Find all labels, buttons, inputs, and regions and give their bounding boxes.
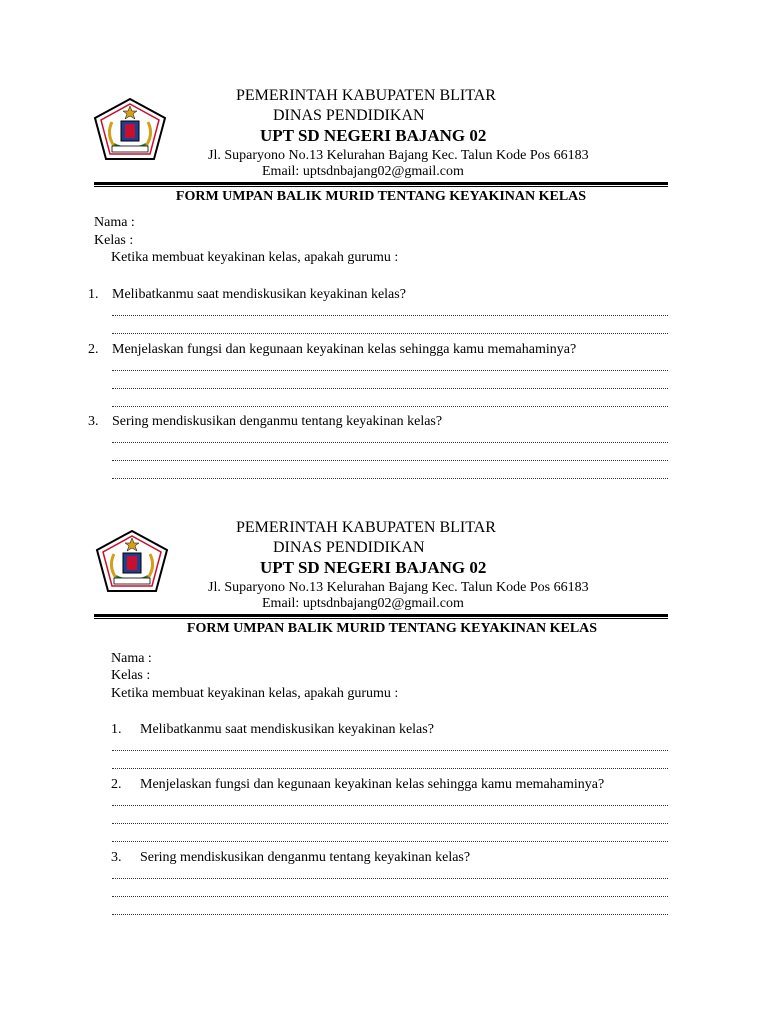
header-divider-thick	[94, 182, 668, 185]
government-name: PEMERINTAH KABUPATEN BLITAR	[236, 519, 496, 536]
answer-line[interactable]	[112, 841, 668, 842]
answer-line[interactable]	[112, 333, 668, 334]
answer-line[interactable]	[112, 460, 668, 461]
class-label: Kelas :	[94, 233, 134, 248]
answer-line[interactable]	[112, 315, 668, 316]
header-divider-thick	[94, 614, 668, 617]
name-label: Nama :	[94, 215, 135, 230]
question-text: Melibatkanmu saat mendiskusikan keyakinan kelas?	[112, 287, 406, 302]
answer-line[interactable]	[112, 478, 668, 479]
government-name: PEMERINTAH KABUPATEN BLITAR	[236, 87, 496, 104]
intro-text: Ketika membuat keyakinan kelas, apakah gurumu :	[111, 250, 399, 265]
class-label: Kelas :	[111, 668, 151, 683]
regency-emblem-icon	[92, 96, 168, 162]
regency-emblem-icon	[94, 528, 170, 594]
question-text: Menjelaskan fungsi dan kegunaan keyakinan kelas sehingga kamu memahaminya?	[140, 777, 605, 792]
answer-line[interactable]	[112, 750, 668, 751]
question-text: Menjelaskan fungsi dan kegunaan keyakinan kelas sehingga kamu memahaminya?	[112, 342, 577, 357]
answer-line[interactable]	[112, 406, 668, 407]
answer-line[interactable]	[112, 896, 668, 897]
answer-line[interactable]	[112, 823, 668, 824]
answer-line[interactable]	[112, 914, 668, 915]
department-name: DINAS PENDIDIKAN	[273, 539, 425, 556]
question-number: 2.	[88, 342, 99, 357]
school-address: Jl. Suparyono No.13 Kelurahan Bajang Kec. Talun Kode Pos 66183	[208, 580, 589, 595]
department-name: DINAS PENDIDIKAN	[273, 107, 425, 124]
question-text: Melibatkanmu saat mendiskusikan keyakinan kelas?	[140, 722, 434, 737]
school-email: Email: uptsdnbajang02@gmail.com	[262, 164, 464, 179]
answer-line[interactable]	[112, 768, 668, 769]
answer-line[interactable]	[112, 370, 668, 371]
name-label: Nama :	[111, 651, 152, 666]
intro-text: Ketika membuat keyakinan kelas, apakah gurumu :	[111, 686, 399, 701]
question-text: Sering mendiskusikan denganmu tentang keyakinan kelas?	[112, 414, 443, 429]
question-number: 3.	[111, 850, 122, 865]
answer-line[interactable]	[112, 878, 668, 879]
question-number: 1.	[88, 287, 99, 302]
answer-line[interactable]	[112, 442, 668, 443]
answer-line[interactable]	[112, 805, 668, 806]
school-address: Jl. Suparyono No.13 Kelurahan Bajang Kec. Talun Kode Pos 66183	[208, 148, 589, 163]
header-divider-thin	[94, 186, 668, 187]
question-number: 3.	[88, 414, 99, 429]
school-name: UPT SD NEGERI BAJANG 02	[260, 558, 487, 577]
school-email: Email: uptsdnbajang02@gmail.com	[262, 596, 464, 611]
question-text: Sering mendiskusikan denganmu tentang keyakinan kelas?	[140, 850, 471, 865]
form-title: FORM UMPAN BALIK MURID TENTANG KEYAKINAN KELAS	[186, 621, 598, 636]
question-number: 1.	[111, 722, 122, 737]
header-divider-thin	[94, 618, 668, 619]
answer-line[interactable]	[112, 388, 668, 389]
question-number: 2.	[111, 777, 122, 792]
school-name: UPT SD NEGERI BAJANG 02	[260, 126, 487, 145]
form-title: FORM UMPAN BALIK MURID TENTANG KEYAKINAN KELAS	[175, 189, 587, 204]
